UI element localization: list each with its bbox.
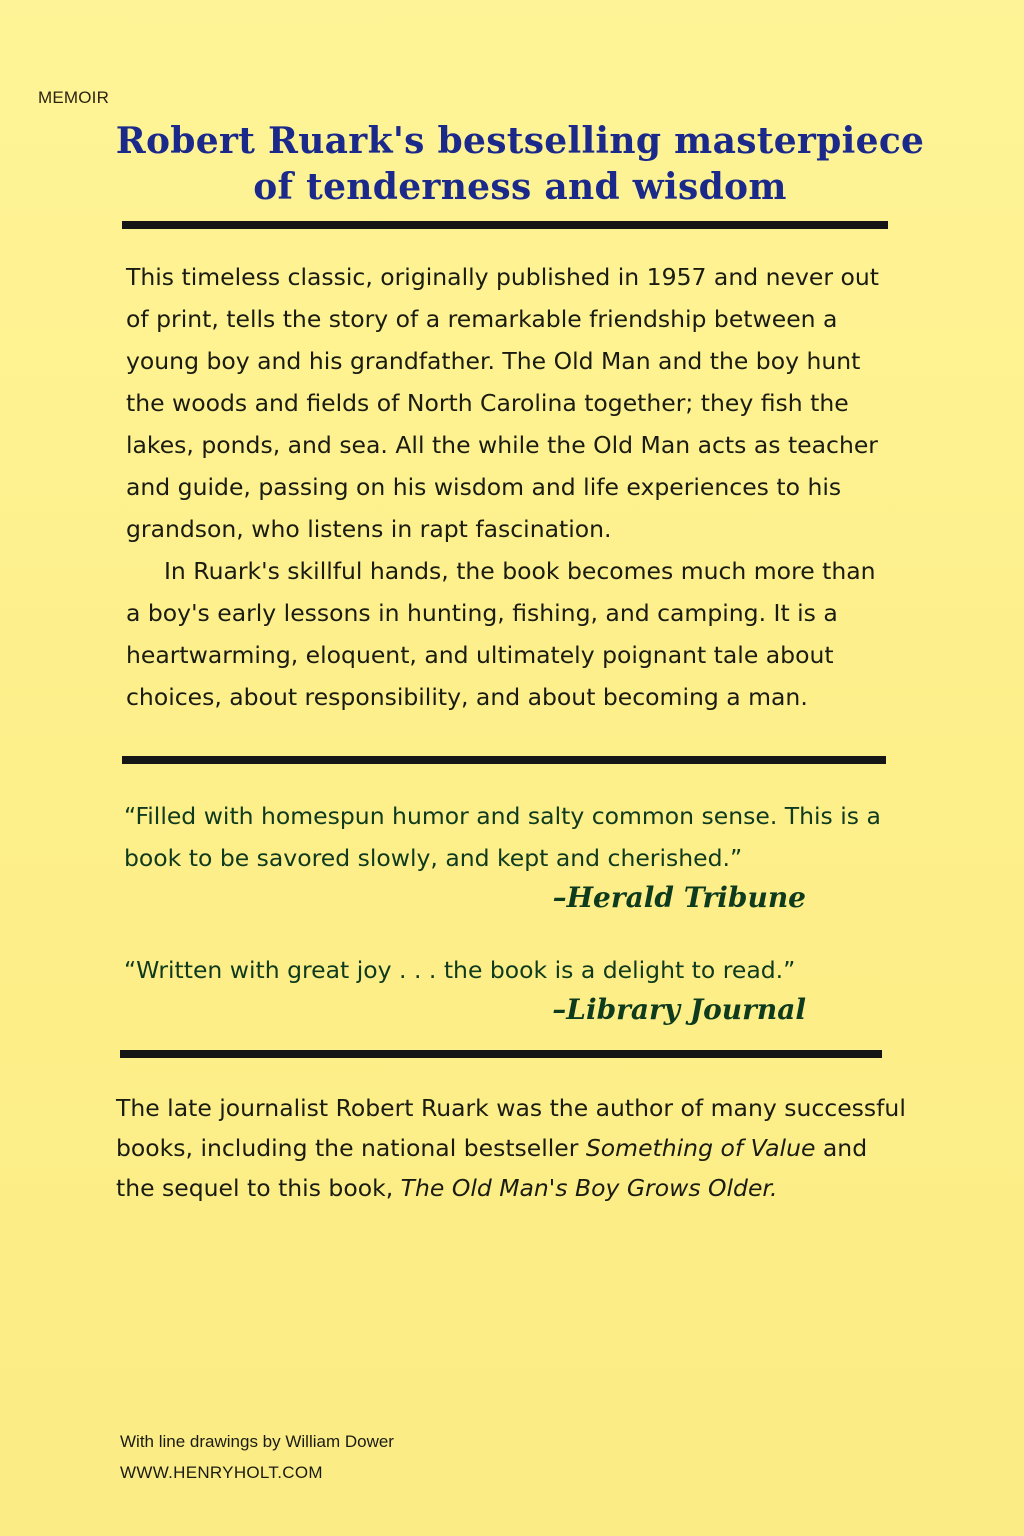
headline-line-2: of tenderness and wisdom [253,166,787,208]
category-label: MEMOIR [38,88,110,107]
book-title: Something of Value [585,1134,816,1162]
book-description [126,256,896,718]
author-bio [116,1088,906,1208]
bio-text: and the sequel to this book, [116,1134,868,1202]
review-quotes [124,795,894,1027]
author-bio-text [116,1088,906,1208]
divider-rule [122,756,886,764]
headline-line-1: Robert Ruark's bestselling masterpiece [115,120,925,162]
review [124,949,894,1027]
review [124,795,894,915]
review-quote: “Written with great joy . . . the book is a delight to read.” [124,956,796,984]
bio-text: The late journalist Robert Ruark was the author of many successful books, including the national bestseller [116,1094,906,1162]
illustration-credit: With line drawings by William Dower [120,1432,394,1451]
description-paragraph: In Ruark's skillful hands, the book becomes much more than a boy's early lessons in hunting, fishing, and camping. It is a heartwarming, eloquent, and ultimately poignant tale about choices, about responsibility, and about becoming a man. [126,557,876,711]
review-source: –Herald Tribune [552,881,806,914]
review-source: –Library Journal [552,993,806,1026]
divider-rule [122,221,888,229]
book-title: The Old Man's Boy Grows Older. [400,1174,778,1202]
divider-rule [120,1050,882,1058]
description-paragraph: This timeless classic, originally published in 1957 and never out of print, tells the story of a remarkable friendship between a young boy and his grandfather. The Old Man and the boy hunt the woods and fields of North Carolina together; they fish the lakes, ponds, and sea. All the while the Old Man acts as teacher and guide, passing on his wisdom and life experiences to his grandson, who listens in rapt fascination. [126,263,879,543]
review-quote: “Filled with homespun humor and salty common sense. This is a book to be savored slowly, and kept and cherished.” [124,802,881,872]
publisher-website: WWW.HENRYHOLT.COM [120,1463,323,1482]
headline [110,118,930,210]
